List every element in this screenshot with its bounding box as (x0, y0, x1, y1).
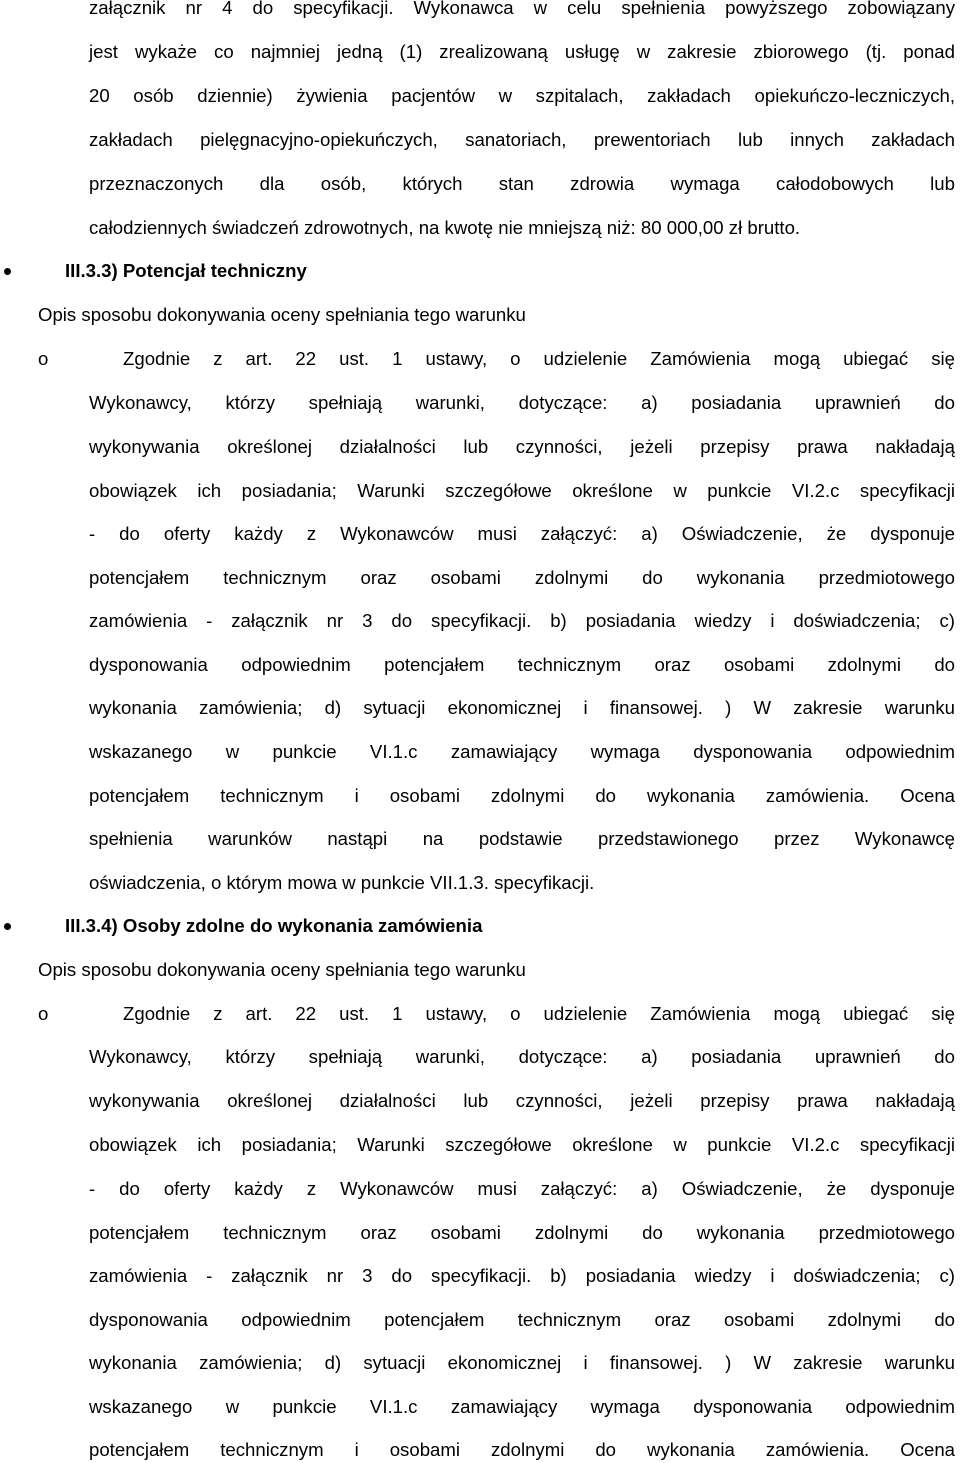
paragraph-line: zamówienia - załącznik nr 3 do specyfikacji. b) posiadania wiedzy i doświadczenia; c) (89, 1265, 955, 1286)
paragraph-line: wykonania zamówienia; d) sytuacji ekonomicznej i finansowej. ) W zakresie warunku (89, 697, 955, 718)
paragraph-line: zamówienia - załącznik nr 3 do specyfikacji. b) posiadania wiedzy i doświadczenia; c) (89, 610, 955, 631)
paragraph-line: potencjałem technicznym oraz osobami zdolnymi do wykonania przedmiotowego (89, 1222, 955, 1243)
paragraph-line: Zgodnie z art. 22 ust. 1 ustawy, o udzielenie Zamówienia mogą ubiegać się (123, 1003, 955, 1024)
paragraph-line: całodziennych świadczeń zdrowotnych, na kwotę nie mniejszą niż: 80 000,00 zł brutto. (89, 217, 801, 238)
section-subheading: Opis sposobu dokonywania oceny spełniania tego warunku (38, 959, 526, 980)
paragraph-line: Wykonawcy, którzy spełniają warunki, dotyczące: a) posiadania uprawnień do (89, 392, 955, 413)
paragraph-line: potencjałem technicznym i osobami zdolnymi do wykonania zamówienia. Ocena (89, 785, 955, 806)
paragraph-line: zakładach pielęgnacyjno-opiekuńczych, sanatoriach, prewentoriach lub innych zakładach (89, 129, 955, 150)
paragraph-line: wykonywania określonej działalności lub czynności, jeżeli przepisy prawa nakładają (89, 1090, 955, 1111)
list-marker: o (38, 348, 49, 369)
paragraph-line: dysponowania odpowiednim potencjałem technicznym oraz osobami zdolnymi do (89, 1309, 955, 1330)
paragraph-line: - do oferty każdy z Wykonawców musi załączyć: a) Oświadczenie, że dysponuje (89, 523, 955, 544)
section-heading: III.3.4) Osoby zdolne do wykonania zamówienia (65, 915, 483, 936)
paragraph-line: jest wykaże co najmniej jedną (1) zrealizowaną usługę w zakresie zbiorowego (tj. ponad (89, 41, 955, 62)
section-heading: III.3.3) Potencjał techniczny (65, 260, 307, 281)
paragraph-line: potencjałem technicznym oraz osobami zdolnymi do wykonania przedmiotowego (89, 567, 955, 588)
paragraph-line: 20 osób dziennie) żywienia pacjentów w szpitalach, zakładach opiekuńczo-leczniczych, (89, 85, 955, 106)
bullet-icon (4, 268, 11, 275)
paragraph-line: wykonania zamówienia; d) sytuacji ekonomicznej i finansowej. ) W zakresie warunku (89, 1352, 955, 1373)
paragraph-line: Wykonawcy, którzy spełniają warunki, dotyczące: a) posiadania uprawnień do (89, 1046, 955, 1067)
paragraph-line: obowiązek ich posiadania; Warunki szczegółowe określone w punkcie VI.2.c specyfikacji (89, 480, 955, 501)
paragraph-line: wskazanego w punkcie VI.1.c zamawiający wymaga dysponowania odpowiednim (89, 741, 955, 762)
paragraph-line: załącznik nr 4 do specyfikacji. Wykonawca w celu spełnienia powyższego zobowiązany (89, 0, 955, 18)
bullet-icon (4, 923, 11, 930)
paragraph-line: obowiązek ich posiadania; Warunki szczegółowe określone w punkcie VI.2.c specyfikacji (89, 1134, 955, 1155)
paragraph-line: Zgodnie z art. 22 ust. 1 ustawy, o udzielenie Zamówienia mogą ubiegać się (123, 348, 955, 369)
paragraph-line: dysponowania odpowiednim potencjałem technicznym oraz osobami zdolnymi do (89, 654, 955, 675)
paragraph-line: potencjałem technicznym i osobami zdolnymi do wykonania zamówienia. Ocena (89, 1439, 955, 1460)
paragraph-line: oświadczenia, o którym mowa w punkcie VII.1.3. specyfikacji. (89, 872, 595, 893)
paragraph-line: przeznaczonych dla osób, których stan zdrowia wymaga całodobowych lub (89, 173, 955, 194)
paragraph-line: spełnienia warunków nastąpi na podstawie przedstawionego przez Wykonawcę (89, 828, 955, 849)
section-subheading: Opis sposobu dokonywania oceny spełniania tego warunku (38, 304, 526, 325)
paragraph-line: wykonywania określonej działalności lub czynności, jeżeli przepisy prawa nakładają (89, 436, 955, 457)
paragraph-line: wskazanego w punkcie VI.1.c zamawiający wymaga dysponowania odpowiednim (89, 1396, 955, 1417)
paragraph-line: - do oferty każdy z Wykonawców musi załączyć: a) Oświadczenie, że dysponuje (89, 1178, 955, 1199)
list-marker: o (38, 1003, 49, 1024)
